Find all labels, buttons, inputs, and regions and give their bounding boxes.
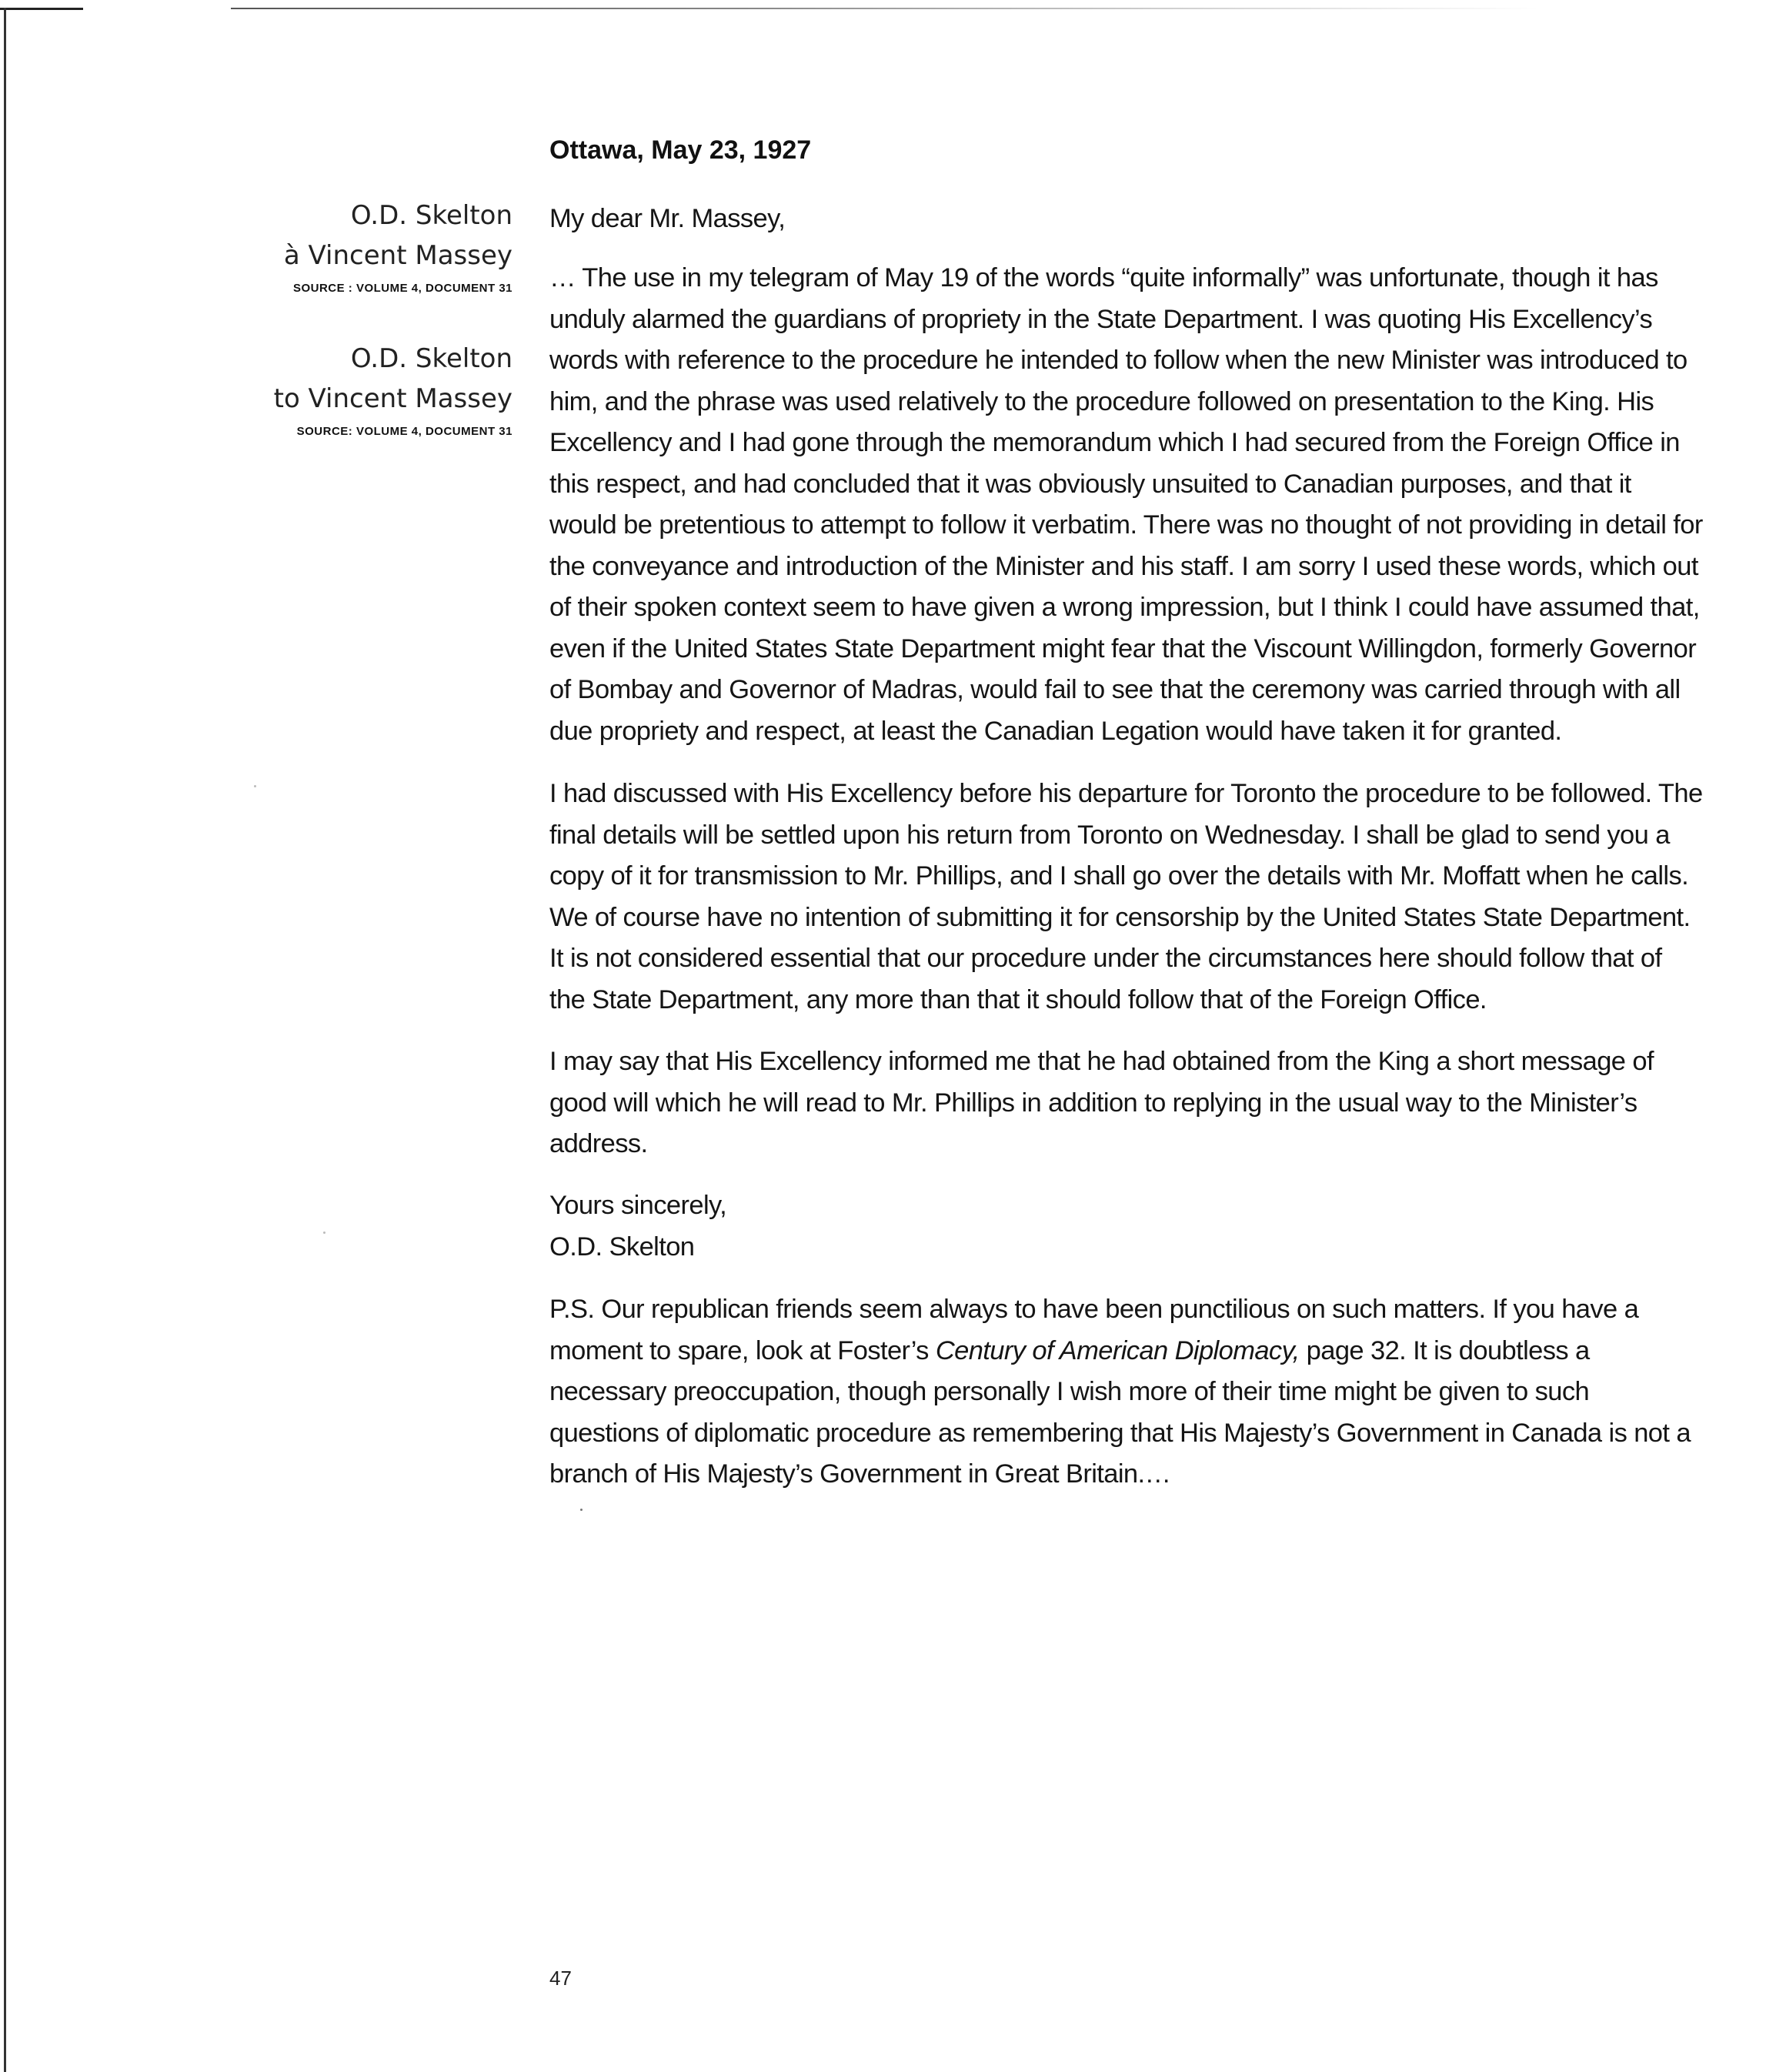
paragraph-text: … The use in my telegram of May 19 of the words “quite informally” was unfortunate, though it has unduly alarmed the guardians of propriety in the State Department. I was quoting His Excellency’s words with reference to the procedure he intended to follow when the new Minister was introduced to him, and the phrase was used relatively to the procedure followed on presentation to the King. His Excellency and I had gone through the memorandum which I had secured from the Foreign Office in this respect, and had concluded that it was obviously unsuited to Canadian purposes, and that it would be pretentious to attempt to follow it verbatim. There was no thought of not providing in detail for the conveyance and introduction of the Minister and his staff. I am sorry I used these words, which out of their spoken context seem to have given a wrong impression, but I think I could have assumed that, even if the United States State Department might fear that the Viscount Willingdon, formerly Governor of Bombay and Governor of Madras, would fail to see that the ceremony was carried through with all due propriety and respect, at least the Canadian Legation would have taken it for granted. <box>549 263 1703 746</box>
letter-date: Ottawa, May 23, 1927 <box>549 135 812 165</box>
book-title: Century of American Diplomacy, <box>935 1335 1300 1365</box>
margin-sender: O.D. Skelton <box>350 343 512 374</box>
body-paragraph <box>549 258 1704 752</box>
margin-source: SOURCE: VOLUME 4, DOCUMENT 31 <box>296 425 512 438</box>
margin-note-english <box>189 339 512 438</box>
margin-recipient: to Vincent Massey <box>273 383 512 414</box>
postscript-lead: P.S. Our republican friends seem always to have been punctilious on such matters. If you have a moment to spare, look at Foster’s <box>549 1295 1639 1365</box>
margin-recipient: à Vincent Massey <box>283 240 512 271</box>
margin-source: SOURCE : VOLUME 4, DOCUMENT 31 <box>292 282 512 295</box>
postscript <box>549 1289 1704 1496</box>
left-margin-rule <box>4 8 6 2072</box>
signature: O.D. Skelton <box>549 1232 695 1262</box>
body-paragraph <box>549 1041 1704 1165</box>
page-number: 47 <box>549 1967 572 1990</box>
body-paragraph <box>549 774 1704 1021</box>
salutation: My dear Mr. Massey, <box>549 204 786 233</box>
postscript-rest: page 32. It is doubtless a necessary preoccupation, though personally I wish more of their time might be given to such questions of diplomatic procedure as remembering that His Majesty’s Government in Canada is not a branch of His Majesty’s Government in Great Britain.… <box>549 1335 1691 1489</box>
top-faint-rule <box>231 8 1539 9</box>
scan-speck <box>580 1509 583 1511</box>
postscript-text <box>549 1289 1704 1496</box>
paragraph-text: I may say that His Excellency informed me that he had obtained from the King a short message of good will which he will read to Mr. Phillips in addition to replying in the usual way to the Minister’s address. <box>549 1047 1654 1158</box>
margin-note-french <box>189 196 512 295</box>
scan-speck <box>323 1232 325 1234</box>
top-left-rule <box>0 8 83 10</box>
scan-speck <box>254 785 256 787</box>
paragraph-text: I had discussed with His Excellency before his departure for Toronto the procedure to be followed. The final details will be settled upon his return from Toronto on Wednesday. I shall be glad to send you a copy of it for transmission to Mr. Phillips, and I shall go over the details with Mr. Moffatt when he calls. We of course have no intention of submitting it for censorship by the United States State Department. It is not considered essential that our procedure under the circumstances here should follow that of the State Department, any more than that it should follow that of the Foreign Office. <box>549 779 1703 1014</box>
closing: Yours sincerely, <box>549 1191 727 1220</box>
margin-sender: O.D. Skelton <box>350 200 512 231</box>
